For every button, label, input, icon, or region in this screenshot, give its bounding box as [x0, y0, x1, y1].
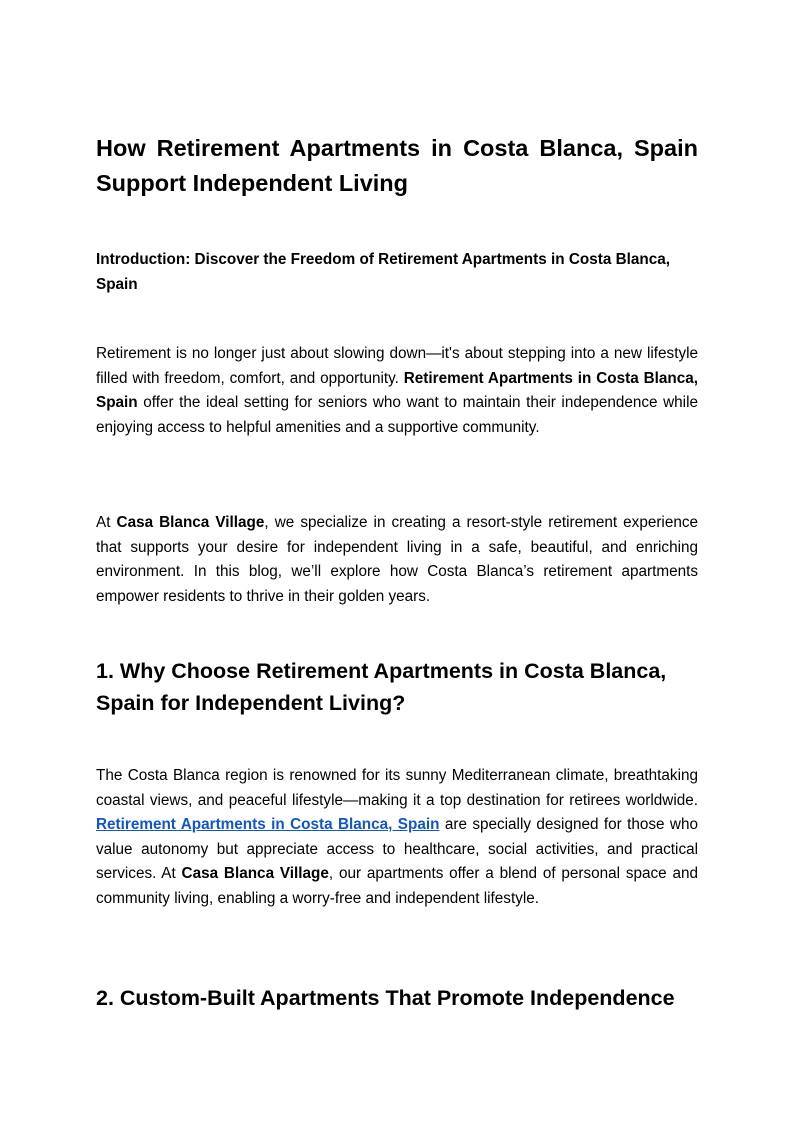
paragraph-text: , our apartments offer a blend of personal space and community living, enabling a worry-free and independent lifestyle.	[96, 865, 698, 907]
retirement-apartments-link[interactable]: Retirement Apartments in Costa Blanca, Spain	[96, 816, 440, 833]
bold-phrase: Casa Blanca Village	[116, 514, 265, 531]
paragraph-text: , we specialize in creating a resort-style retirement experience that supports your desire for independent living in a safe, beautiful, and enriching environment. In this blog, we’ll explore how Costa Blanca’s retirement apartments empower residents to thrive in their golden years.	[96, 514, 698, 605]
paragraph-text: At	[96, 514, 117, 531]
section-1-heading: 1. Why Choose Retirement Apartments in Costa Blanca, Spain for Independent Living?	[96, 659, 667, 715]
paragraph-text: The Costa Blanca region is renowned for its sunny Mediterranean climate, breathtaking coastal views, and peaceful lifestyle—making it a top destination for retirees worldwide.	[96, 767, 698, 809]
paragraph-text: offer the ideal setting for seniors who want to maintain their independence while enjoying access to helpful amenities and a supportive community.	[96, 394, 698, 436]
bold-phrase: Casa Blanca Village	[181, 865, 329, 882]
intro-heading: Introduction: Discover the Freedom of Retirement Apartments in Costa Blanca, Spain	[96, 251, 671, 293]
section-2-heading: 2. Custom-Built Apartments That Promote Independence	[96, 986, 675, 1010]
bold-phrase: Retirement Apartments in Costa Blanca, Spain	[96, 369, 698, 411]
village-paragraph	[96, 511, 698, 609]
paragraph-text: are specially designed for those who value autonomy but appreciate access to healthcare, social activities, and practical services. At	[96, 816, 698, 882]
section-1-paragraph	[96, 764, 698, 911]
intro-paragraph	[96, 342, 698, 440]
page-title: How Retirement Apartments in Costa Blanca, Spain Support Independent Living	[96, 135, 698, 196]
paragraph-text: Retirement is no longer just about slowing down—it's about stepping into a new lifestyle filled with freedom, comfort, and opportunity.	[96, 345, 698, 387]
